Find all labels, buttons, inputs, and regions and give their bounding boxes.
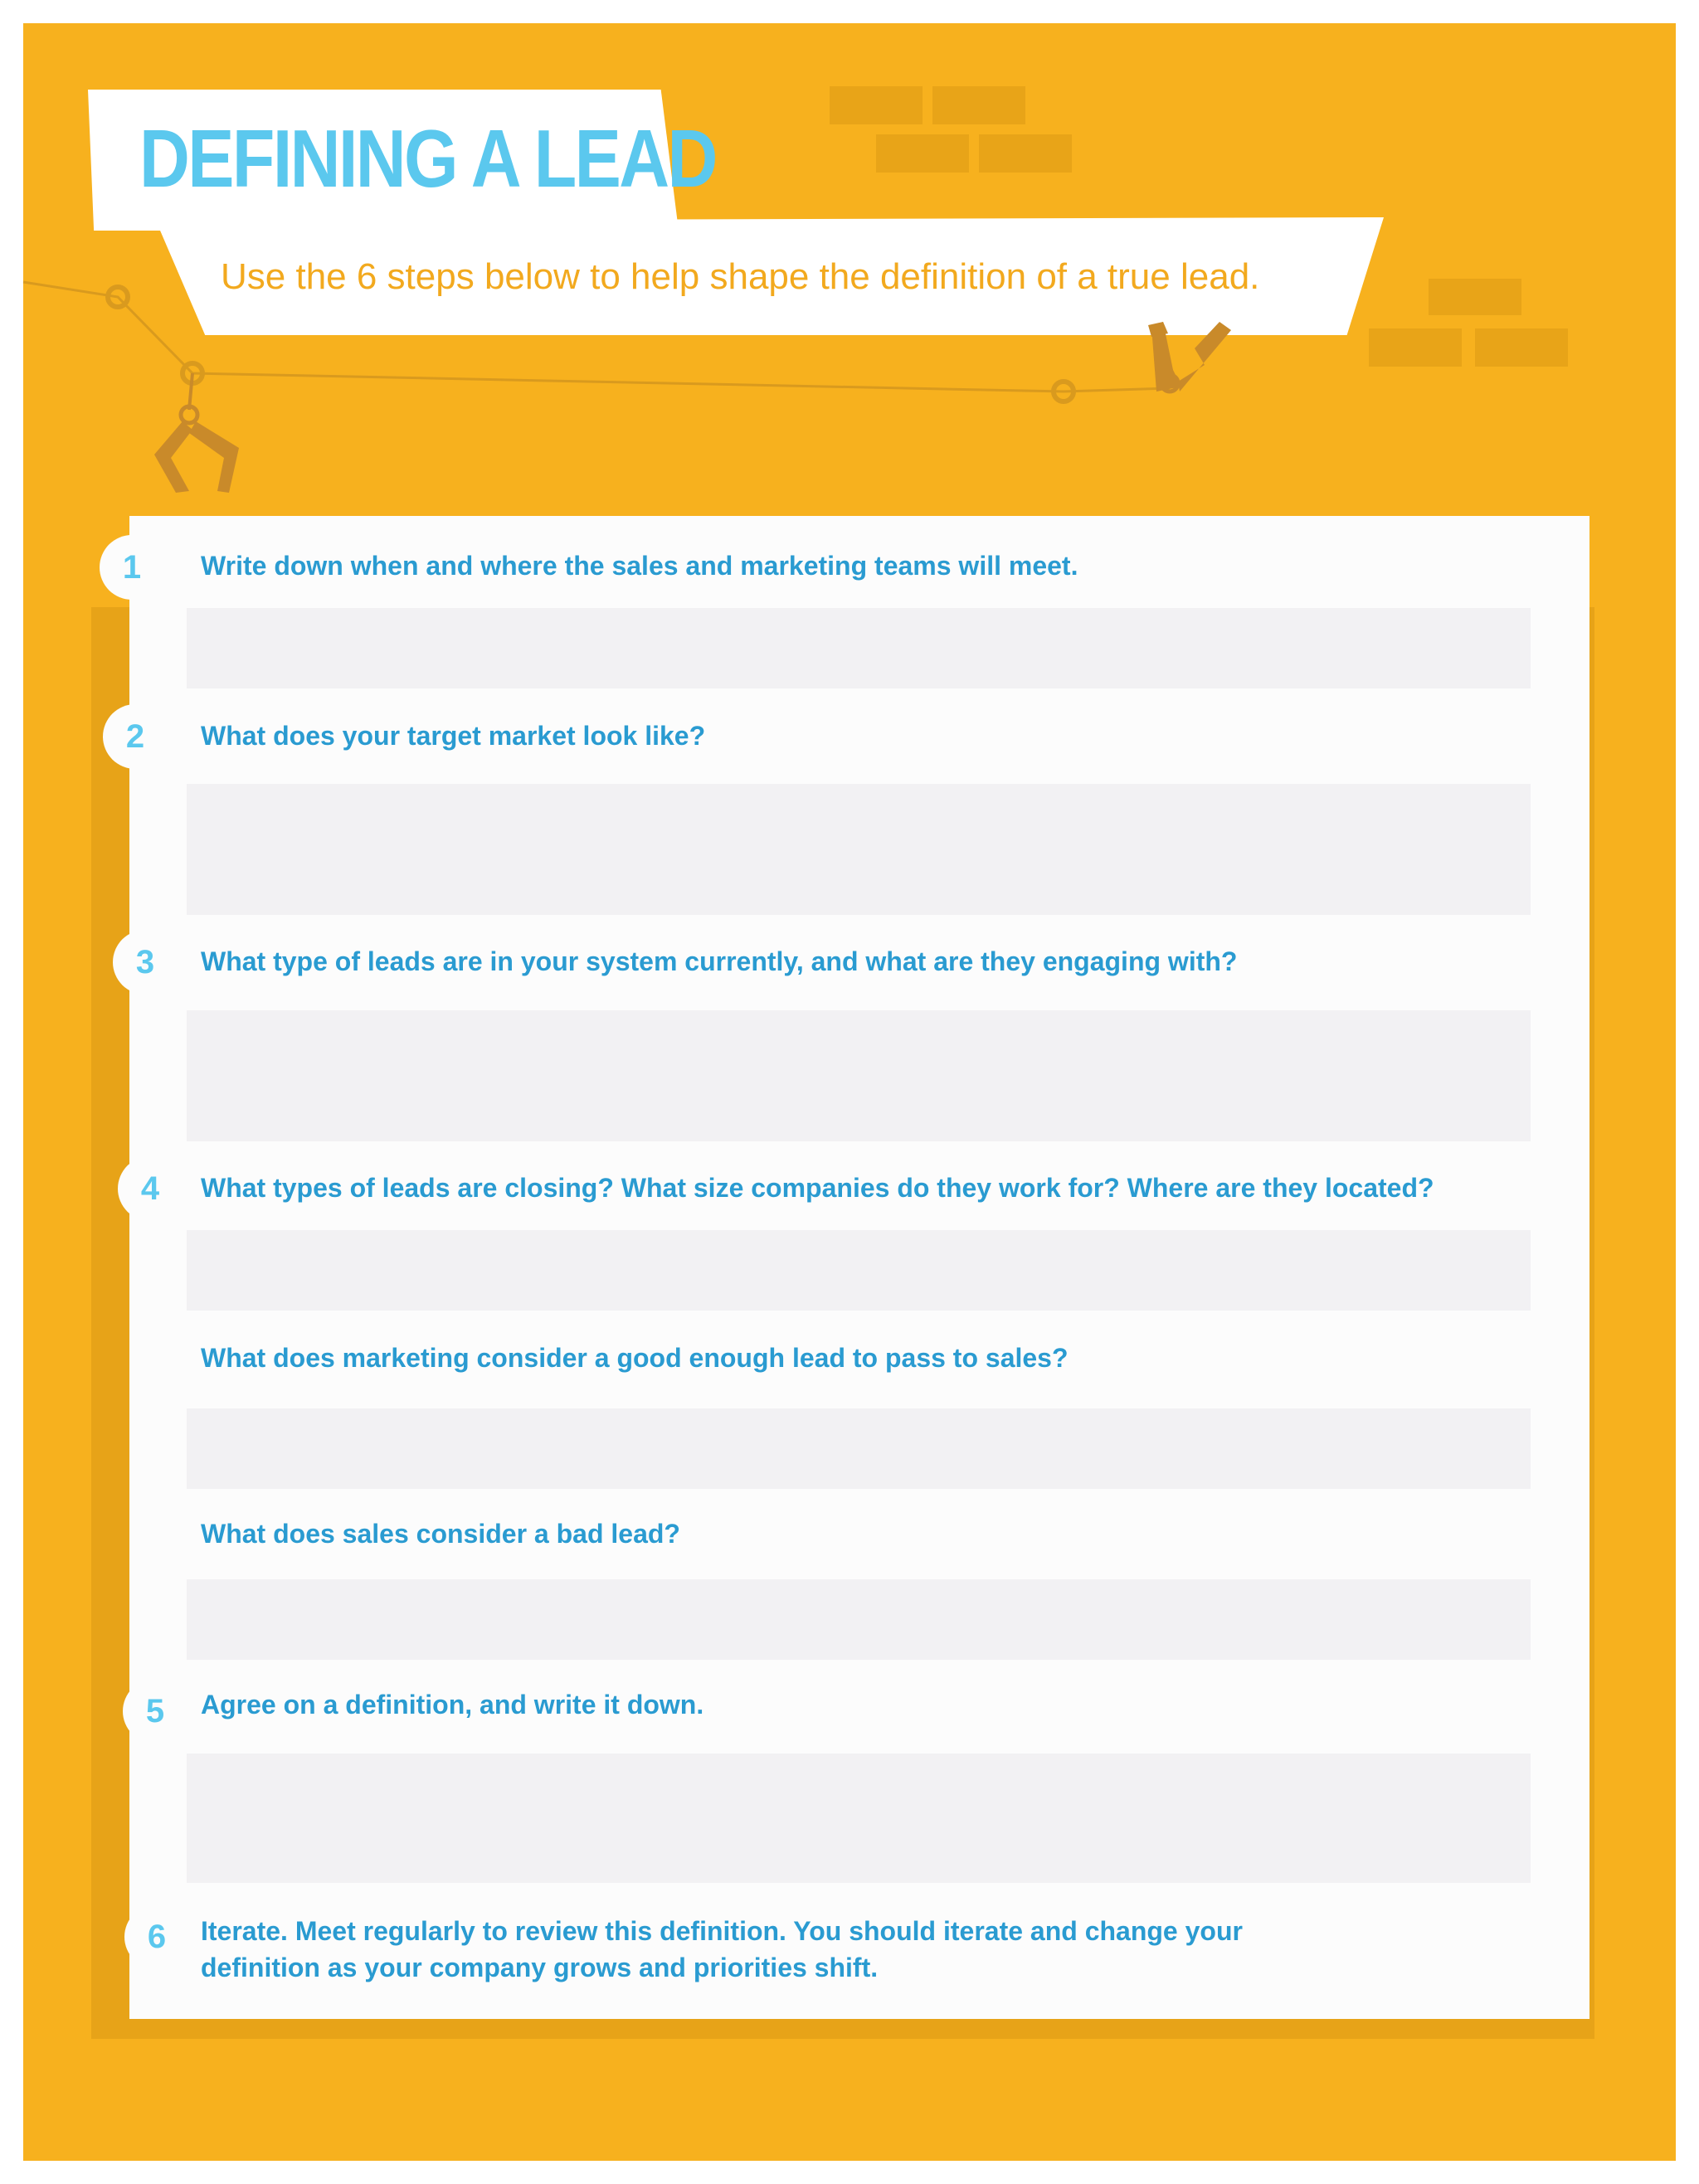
step-number-badge: 6 [124,1904,189,1969]
page-subtitle: Use the 6 steps below to help shape the definition of a true lead. [221,256,1260,297]
step-question: Agree on a definition, and write it down. [201,1690,704,1719]
answer-box[interactable] [187,784,1531,915]
step-question: What does your target market look like? [201,721,706,751]
claw-icon [154,373,239,493]
step-number-badge: 2 [103,704,168,769]
step-question: What does marketing consider a good enough lead to pass to sales? [201,1343,1069,1373]
answer-box[interactable] [187,1230,1531,1311]
answer-box[interactable] [187,1754,1531,1883]
answer-box[interactable] [187,1408,1531,1489]
step-question: What does sales consider a bad lead? [201,1519,680,1549]
step-question: What type of leads are in your system currently, and what are they engaging with? [201,946,1238,976]
step-question-line-1: Iterate. Meet regularly to review this definition. You should iterate and change your [201,1916,1243,1946]
crane-wire-illustration [0,0,1699,531]
step-question-line-2: definition as your company grows and priorities shift. [201,1953,879,1982]
answer-box[interactable] [187,1579,1531,1660]
step-number-badge: 1 [100,535,164,600]
page-title: DEFINING A LEAD [139,113,716,204]
step-question: What types of leads are closing? What size companies do they work for? Where are they located? [201,1173,1434,1203]
step-number-badge: 5 [123,1679,187,1744]
answer-box[interactable] [187,608,1531,688]
answer-box[interactable] [187,1010,1531,1141]
claw-icon [1148,322,1231,392]
step-number-badge: 4 [118,1156,183,1221]
step-question: Write down when and where the sales and marketing teams will meet. [201,551,1078,581]
step-number-badge: 3 [113,930,178,995]
